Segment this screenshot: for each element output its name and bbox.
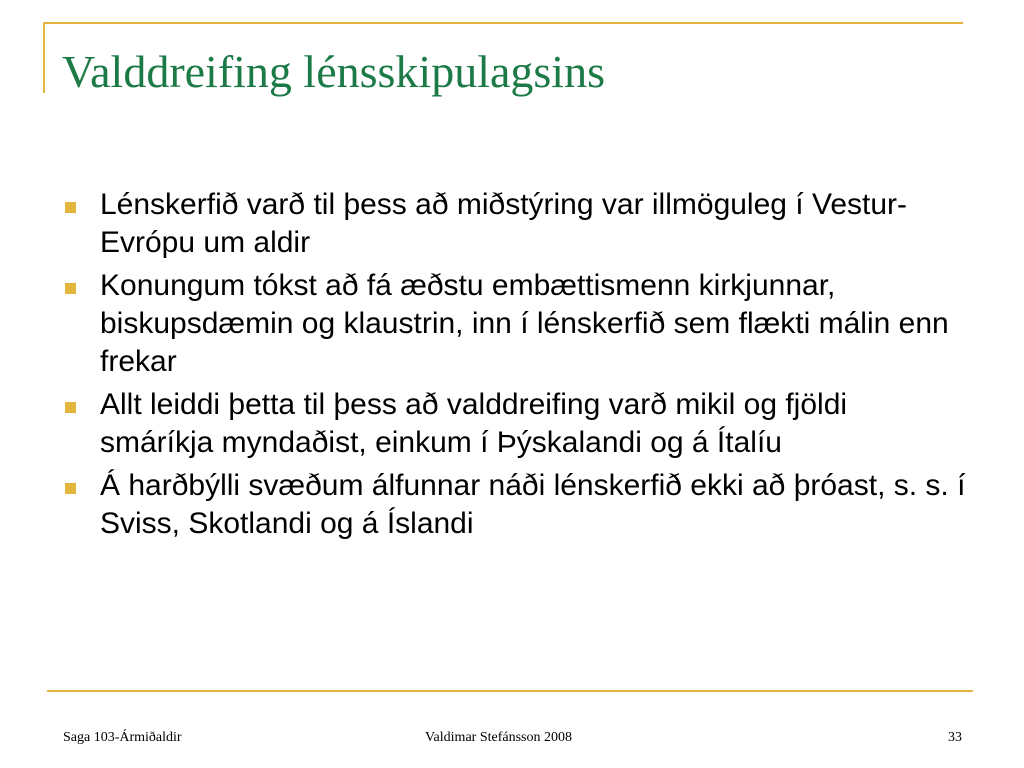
bullet-text: Lénskerfið varð til þess að miðstýring var illmöguleg í Vestur-Evrópu um aldir — [100, 188, 908, 259]
square-bullet-icon — [65, 483, 76, 494]
square-bullet-icon — [65, 283, 76, 294]
square-bullet-icon — [65, 202, 76, 213]
bullet-item — [62, 267, 967, 381]
top-accent-line — [43, 22, 963, 24]
footer-course: Saga 103-Ármiðaldir — [63, 730, 182, 745]
square-bullet-icon — [65, 402, 76, 413]
bullet-list — [62, 186, 967, 548]
page-number: 33 — [948, 730, 962, 745]
bullet-item — [62, 467, 967, 543]
bullet-text: Allt leiddi þetta til þess að valddreifing varð mikil og fjöldi smáríkja myndaðist, einkum í Þýskalandi og á Ítalíu — [100, 388, 848, 459]
footer-divider — [47, 690, 973, 692]
bullet-item — [62, 386, 967, 462]
slide-title: Valddreifing lénsskipulagsins — [62, 46, 605, 97]
bullet-item — [62, 186, 967, 262]
bullet-text: Á harðbýlli svæðum álfunnar náði lénskerfið ekki að þróast, s. s. í Sviss, Skotlandi og á Íslandi — [100, 469, 966, 540]
left-accent-line — [43, 22, 45, 93]
footer-author: Valdimar Stefánsson 2008 — [425, 730, 572, 745]
bullet-text: Konungum tókst að fá æðstu embættismenn kirkjunnar, biskupsdæmin og klaustrin, inn í lénskerfið sem flækti málin enn frekar — [100, 269, 949, 378]
